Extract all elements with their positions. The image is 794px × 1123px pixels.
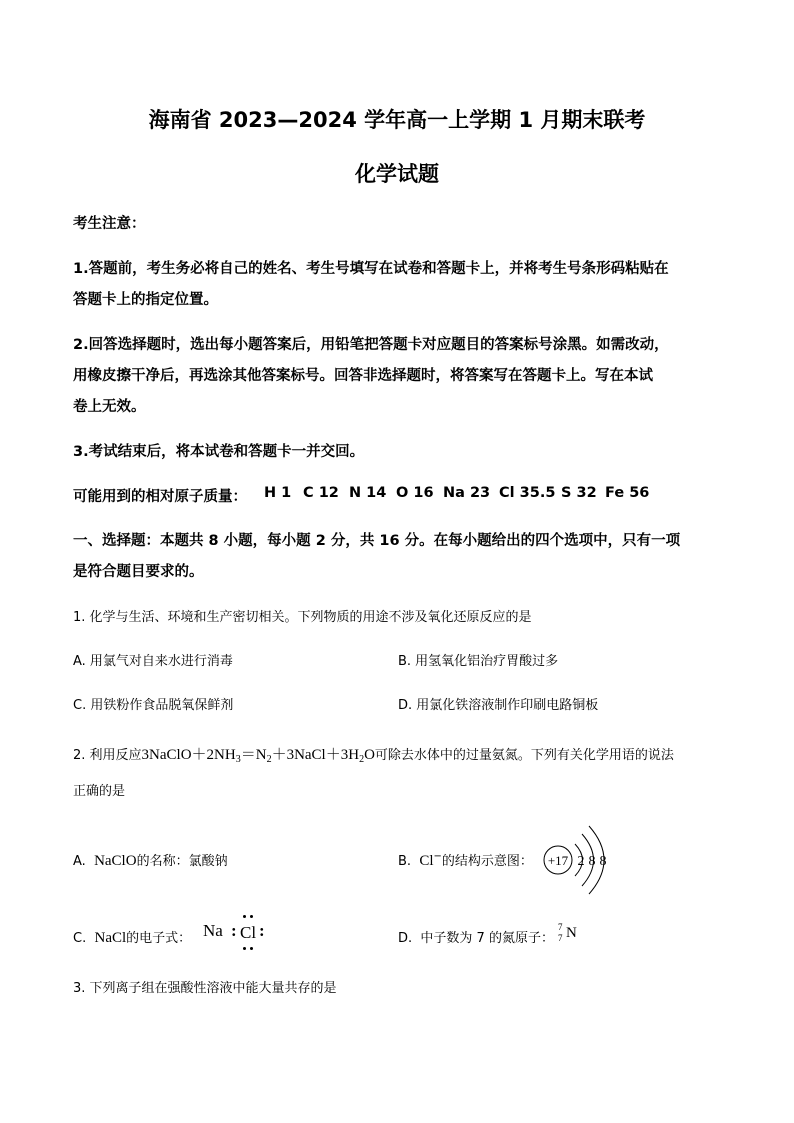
q1-option-b: B. 用氢氧化铝治疗胃酸过多 xyxy=(398,654,559,669)
nitrogen-isotope-notation xyxy=(558,922,584,946)
mass-number: 7 xyxy=(558,922,563,932)
atomic-mass-label: 可能用到的相对原子质量： xyxy=(73,489,247,505)
atomic-mass-fe: Fe 56 xyxy=(605,485,650,501)
sodium-symbol: Na xyxy=(203,921,223,940)
notice-item-2-line-1: 2.回答选择题时，选出每小题答案后，用铅笔把答题卡对应题目的答案标号涂黑。如需改动， xyxy=(73,337,669,353)
top-electron-dot-1 xyxy=(243,915,246,918)
bottom-electron-dot-2 xyxy=(250,947,253,950)
q2-option-d: D. 中子数为 7 的氮原子： xyxy=(398,931,554,946)
atomic-mass-na: Na 23 xyxy=(443,485,491,501)
atomic-mass-cl: Cl 35.5 xyxy=(499,485,556,501)
section-1-line-1: 一、选择题：本题共 8 小题，每小题 2 分，共 16 分。在每小题给出的四个选项中，只有一项 xyxy=(73,533,681,549)
q2-stem-suffix: 可除去水体中的过量氨氮。下列有关化学用语的说法 xyxy=(374,748,674,763)
nucleus-charge: +17 xyxy=(547,853,569,868)
q2-option-a: A. NaClO的名称：氯酸钠 xyxy=(73,853,228,869)
nacl-electron-formula xyxy=(203,912,273,952)
shell-3-count: 8 xyxy=(599,854,607,869)
notice-heading: 考生注意： xyxy=(73,216,146,232)
bottom-electron-dot-1 xyxy=(243,947,246,950)
left-electron-pair: : xyxy=(231,921,237,940)
notice-item-3: 3.考试结束后，将本试卷和答题卡一并交回。 xyxy=(73,444,365,460)
q1-option-d: D. 用氯化铁溶液制作印刷电路铜板 xyxy=(398,698,599,713)
q1-stem: 1. 化学与生活、环境和生产密切相关。下列物质的用途不涉及氧化还原反应的是 xyxy=(73,610,532,625)
atomic-mass-s: S 32 xyxy=(561,485,597,501)
exam-subtitle: 化学试题 xyxy=(355,162,439,186)
shell-1-count: 2 xyxy=(577,854,585,869)
q3-stem: 3. 下列离子组在强酸性溶液中能大量共存的是 xyxy=(73,981,337,996)
q2-stem-prefix: 2. 利用反应 xyxy=(73,748,142,763)
right-electron-pair: : xyxy=(259,921,265,940)
nitrogen-symbol: N xyxy=(566,925,577,941)
q2-option-b: B. Cl−的结构示意图： xyxy=(398,851,533,869)
exam-title: 海南省 2023—2024 学年高一上学期 1 月期末联考 xyxy=(148,108,646,132)
atomic-mass-n: N 14 xyxy=(349,485,387,501)
q2-option-c: C. NaCl的电子式： xyxy=(73,930,192,946)
atomic-mass-c: C 12 xyxy=(303,485,339,501)
section-1-line-2: 是符合题目要求的。 xyxy=(73,564,204,580)
notice-item-2-line-3: 卷上无效。 xyxy=(73,399,146,415)
chlorine-ion-structure-diagram xyxy=(535,822,615,902)
atomic-mass-h: H 1 xyxy=(264,485,292,501)
notice-item-2-line-2: 用橡皮擦干净后，再选涂其他答案标号。回答非选择题时，将答案写在答题卡上。写在本试 xyxy=(73,368,653,384)
q2-stem-line-2: 正确的是 xyxy=(73,784,126,799)
q2-c-formula: NaCl xyxy=(94,930,127,946)
shell-2-count: 8 xyxy=(588,854,596,869)
q2-stem-line-1 xyxy=(73,743,674,765)
q2-equation: $3NaClO+2NH_3=N_2+3NaCl+3H_2O$ xyxy=(141,747,375,765)
q1-option-a: A. 用氯气对自来水进行消毒 xyxy=(73,654,233,669)
q1-option-c: C. 用铁粉作食品脱氧保鲜剂 xyxy=(73,698,234,713)
atomic-number: 7 xyxy=(558,933,563,943)
top-electron-dot-2 xyxy=(250,915,253,918)
q2-b-ion: Cl xyxy=(419,853,434,869)
chlorine-symbol: Cl xyxy=(240,923,257,942)
notice-item-1-line-2: 答题卡上的指定位置。 xyxy=(73,292,218,308)
q2-a-formula: NaClO xyxy=(94,853,137,869)
atomic-mass-line xyxy=(73,485,650,506)
atomic-mass-o: O 16 xyxy=(396,485,434,501)
notice-item-1-line-1: 1.答题前，考生务必将自己的姓名、考生号填写在试卷和答题卡上，并将考生号条形码粘贴在 xyxy=(73,261,669,277)
